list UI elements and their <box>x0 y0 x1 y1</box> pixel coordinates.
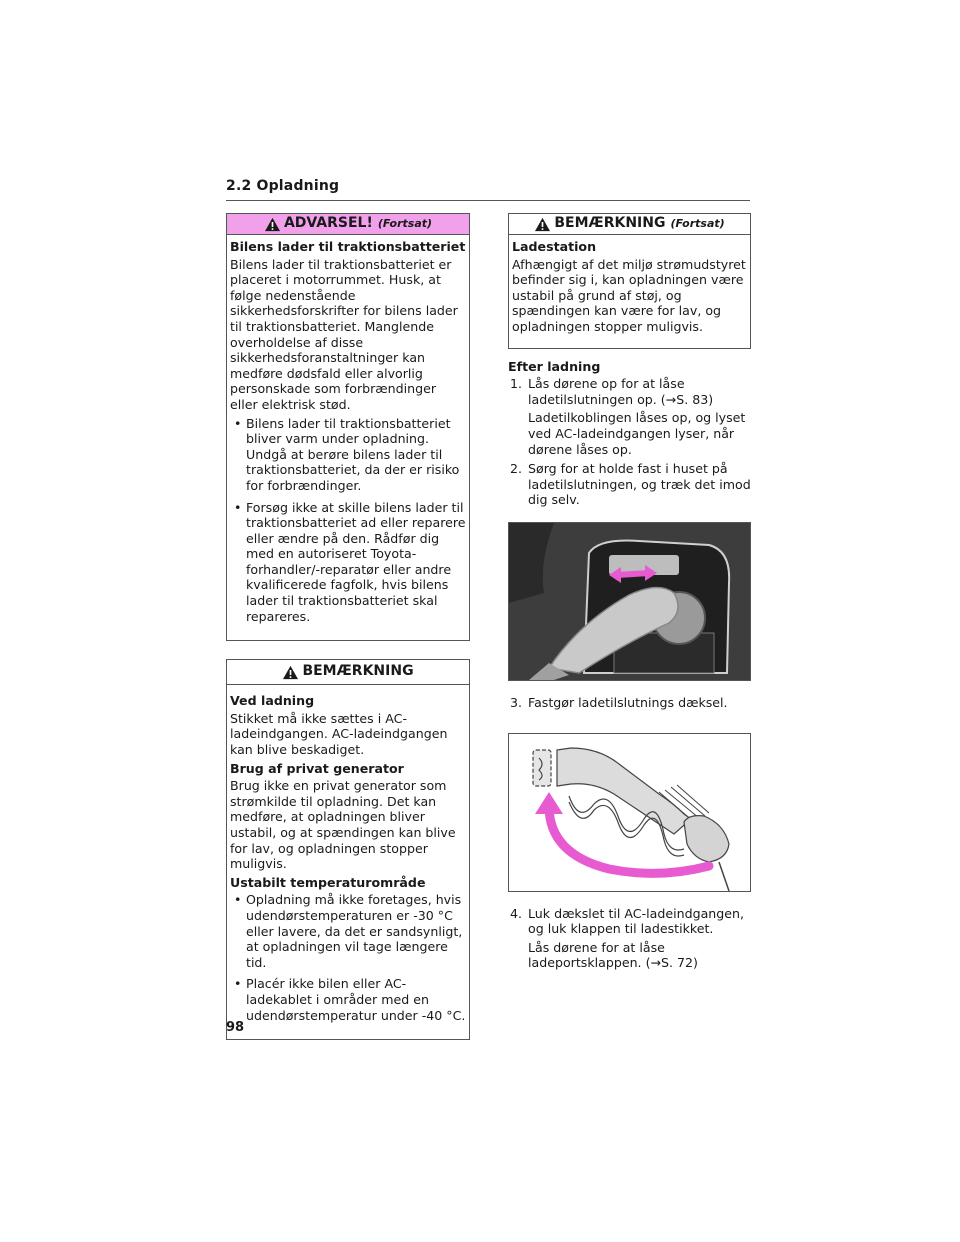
warning-bullet: • Forsøg ikke at skille bilens lader til traktionsbatteriet ad eller reparere eller ændre på den. Rådfør dig med en autoriseret Toyota-forhandler/-reparatør eller andre kvalificerede fagfolk, hvis bilens lader til traktionsbatteriet skal repareres. <box>234 499 466 624</box>
figure-charging-connector-unplug <box>508 522 751 681</box>
warning-triangle-icon <box>282 665 299 680</box>
notice-subheading: Ustabilt temperaturområde <box>230 874 426 890</box>
step-note: Lås dørene for at låse ladeportsklappen. (→S. 72) <box>528 939 698 971</box>
notice-label: BEMÆRKNING <box>554 215 666 232</box>
left-column <box>226 213 470 1058</box>
notice-text: Stikket må ikke sættes i AC-ladeindgangen. AC-ladeindgangen kan blive beskadiget. <box>230 710 448 758</box>
section-header <box>226 178 750 201</box>
step-item: 1. Lås dørene op for at låse ladetilslutningen op. (→S. 83) <box>510 376 714 407</box>
warning-bullet: • Bilens lader til traktionsbatteriet bliver varm under opladning. Undgå at berøre bilens lader til traktionsbatteriet, da der er risiko for forbrændinger. <box>234 415 460 493</box>
notice-label: BEMÆRKNING <box>302 663 414 680</box>
notice-bullet: • Placér ikke bilen eller AC-ladekablet i områder med en udendørstemperatur under -40 °C. <box>234 976 466 1023</box>
step-item: 2. Sørg for at holde fast i huset på ladetilslutningen, og træk det imod dig selv. <box>510 461 751 508</box>
notice-body <box>509 235 750 348</box>
warning-triangle-icon <box>534 217 551 232</box>
warning-header <box>227 214 469 235</box>
notice-subheading: Ladestation <box>512 239 597 254</box>
warning-label: ADVARSEL! <box>283 215 373 232</box>
warning-body <box>227 235 469 640</box>
notice-bullet: • Opladning må ikke foretages, hvis udendørstemperaturen er -30 °C eller lavere, da det er sandsynligt, at opladningen vil tage længere tid. <box>234 892 463 970</box>
warning-triangle-icon <box>264 217 281 232</box>
step-item: 3. Fastgør ladetilslutnings dæksel. <box>510 694 728 710</box>
notice-header <box>227 660 469 685</box>
warning-intro: Bilens lader til traktionsbatteriet er placeret i motorrummet. Husk, at følge nedenstående sikkerhedsforskrifter for bilens lader til traktionsbatteriet. Manglende overholdelse af disse sikkerhedsforanstaltninger kan medføre dødsfald eller alvorlig personskade som forbrændinger eller elektrisk stød. <box>230 256 458 412</box>
after-charging-heading: Efter ladning <box>508 358 601 374</box>
page-number: 98 <box>226 1020 245 1035</box>
warning-heading: Bilens lader til traktionsbatteriet <box>230 239 466 254</box>
right-column <box>508 213 751 975</box>
cover-illustration <box>509 734 750 891</box>
step-item: 4. Luk dækslet til AC-ladeindgangen, og luk klappen til ladestikket. <box>510 905 744 937</box>
connector-photo-illustration <box>509 523 750 680</box>
notice-text: Afhængigt af det miljø strømudstyret befinder sig i, kan opladningen være ustabil på grund af støj, og spændingen kan være for lav, og opladningen stopper muligvis. <box>512 256 746 334</box>
notice-subheading: Brug af privat generator <box>230 760 404 776</box>
figure-connector-cover <box>508 733 751 892</box>
warning-continued: (Fortsat) <box>377 217 433 231</box>
header-rule <box>226 200 750 201</box>
notice-subheading: Ved ladning <box>230 693 315 709</box>
warning-box <box>226 213 470 641</box>
notice-continued: (Fortsat) <box>670 217 725 231</box>
notice-header <box>509 214 750 235</box>
notice-box <box>226 659 470 1040</box>
notice-text: Brug ikke en privat generator som strømkilde til opladning. Det kan medføre, at opladningen bliver ustabil, og at spændingen kan blive for lav, og opladningen stopper muligvis. <box>230 778 456 872</box>
notice-body <box>227 685 469 1039</box>
notice-box-continued <box>508 213 751 349</box>
section-title: 2.2 Opladning <box>226 178 340 194</box>
step-note: Ladetilkoblingen låses op, og lyset ved AC-ladeindgangen lyser, når dørene låses op. <box>528 410 746 457</box>
